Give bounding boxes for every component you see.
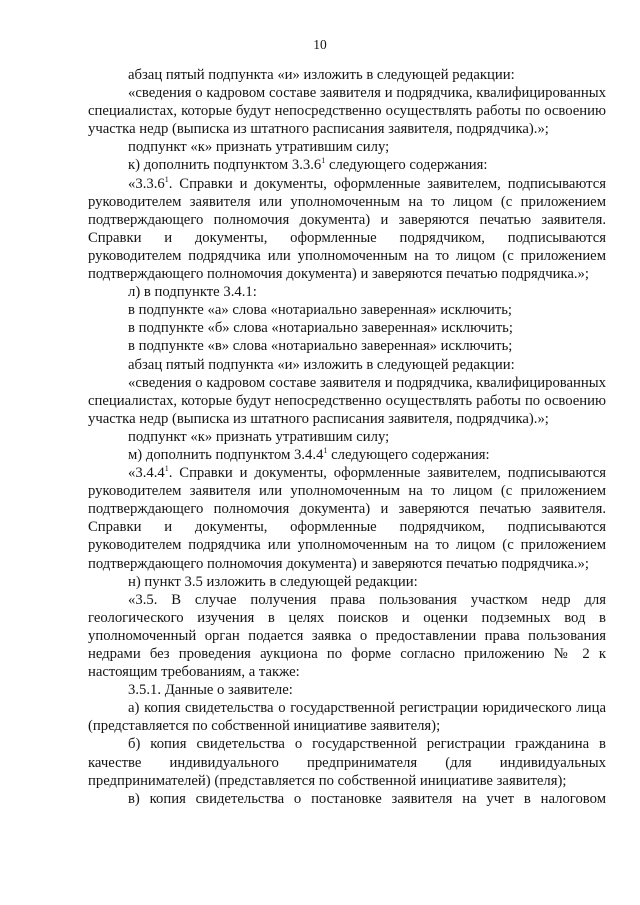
paragraph-text: «3.4.4 (128, 465, 165, 482)
paragraph (88, 337, 606, 355)
paragraph-text: 3.5.1. Данные о заявителе: (128, 682, 293, 699)
page-number: 10 (313, 37, 327, 52)
paragraph-text: л) в подпункте 3.4.1: (128, 284, 257, 301)
paragraph (88, 283, 606, 301)
paragraph (88, 319, 606, 337)
paragraph (88, 428, 606, 446)
paragraph-text-continued: . Справки и документы, оформленные заявителем, подписываются руководителем заявителя или уполномоченным на то лицом (с приложением подтверждающего полномочия документа) и заверяются печатью заявителя. Справки и документы, оформленные подрядчиком, подписываются руководителем подрядчика или уполномоченным на то лицом (с приложением подтверждающего полномочия документа) и заверяются печатью подрядчика.»; (88, 465, 606, 572)
paragraph (88, 681, 606, 699)
paragraph (88, 699, 606, 735)
superscript-index: 1 (164, 464, 169, 474)
paragraph (88, 301, 606, 319)
paragraph (88, 356, 606, 374)
paragraph (88, 735, 606, 789)
paragraph-text-continued: следующего содержания: (327, 446, 490, 463)
paragraph (88, 790, 606, 808)
paragraph (88, 84, 606, 138)
paragraph (88, 66, 606, 84)
paragraph-text: к) дополнить подпунктом 3.3.6 (128, 157, 322, 174)
paragraph-text: подпункт «к» признать утратившим силу; (128, 428, 390, 445)
paragraph-text: в подпункте «а» слова «нотариально заверенная» исключить; (128, 302, 512, 319)
document-body (88, 66, 606, 808)
paragraph-text: в подпункте «б» слова «нотариально заверенная» исключить; (128, 320, 513, 337)
paragraph-text: н) пункт 3.5 изложить в следующей редакции: (128, 573, 418, 590)
paragraph-text-continued: . Справки и документы, оформленные заявителем, подписываются руководителем заявителя или уполномоченным на то лицом (с приложением подтверждающего полномочия документа) и заверяются печатью заявителя. Справки и документы, оформленные подрядчиком, подписываются руководителем подрядчика или уполномоченным на то лицом (с приложением подтверждающего полномочия документа) и заверяются печатью подрядчика.»; (88, 175, 606, 283)
paragraph (88, 464, 606, 573)
paragraph (88, 175, 606, 284)
paragraph (88, 591, 606, 681)
paragraph-text: а) копия свидетельства о государственной регистрации юридического лица (представляется по собственной инициативе заявителя); (88, 700, 606, 735)
superscript-index: 1 (321, 156, 326, 166)
paragraph (88, 138, 606, 156)
paragraph-text: абзац пятый подпункта «и» изложить в следующей редакции: (128, 356, 515, 373)
paragraph-text: «сведения о кадровом составе заявителя и подрядчика, квалифицированных специалистах, которые будут непосредственно осуществлять работы по освоению участка недр (выписка из штатного расписания заявителя, подрядчика).»; (88, 374, 606, 427)
paragraph-text: подпункт «к» признать утратившим силу; (128, 139, 390, 156)
paragraph (88, 374, 606, 428)
paragraph (88, 156, 606, 174)
paragraph-text: м) дополнить подпунктом 3.4.4 (128, 446, 324, 463)
paragraph-text: «3.3.6 (128, 175, 165, 192)
paragraph-text: «сведения о кадровом составе заявителя и подрядчика, квалифицированных специалистах, которые будут непосредственно осуществлять работы по освоению участка недр (выписка из штатного расписания заявителя, подрядчика).»; (88, 85, 606, 138)
paragraph-text-continued: следующего содержания: (325, 157, 488, 174)
paragraph-text: б) копия свидетельства о государственной регистрации гражданина в качестве индивидуального предпринимателя (для индивидуальных предпринимателей) (представляется по собственной инициативе заявителя); (88, 736, 606, 789)
paragraph (88, 573, 606, 591)
paragraph-text: абзац пятый подпункта «и» изложить в следующей редакции: (128, 67, 515, 83)
superscript-index: 1 (164, 174, 169, 184)
paragraph-text: в подпункте «в» слова «нотариально заверенная» исключить; (128, 338, 513, 355)
superscript-index: 1 (323, 445, 328, 455)
paragraph (88, 446, 606, 464)
paragraph-text: «3.5. В случае получения права пользования участком недр для геологического изучения в целях поисков и оценки подземных вод в уполномоченный орган подается заявка о предоставлении права пользования недрами без проведения аукциона по форме согласно приложению № 2 к настоящим требованиям, а также: (88, 591, 606, 681)
paragraph-text: в) копия свидетельства о постановке заявителя на учет в налоговом (128, 790, 606, 807)
